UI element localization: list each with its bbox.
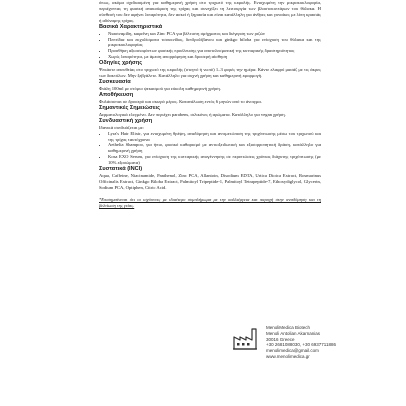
storage-paragraph: Φυλάσσεται σε δροσερό και σκιερό μέρος. Κατανάλωση εντός 6 μηνών από το άνοιγμα. [99, 98, 262, 104]
factory-icon [232, 325, 258, 351]
list-item: • Aethelia Shampoo, για ήπιο, φυσικό καθαρισμό με αντιοξειδωτική και εξισορροπητική δράση, κατάλληλο για καθημερινή χρήση [108, 142, 321, 154]
packaging-paragraph: Φιάλη 100ml με στόμιο ψεκασμού για εύκολη καθημερινή χρήση. [99, 85, 221, 91]
combined-use-intro: Ιδανικά συνδυάζεται με: [99, 124, 145, 130]
manufacturer-phone: +30 2681088030, +30 6937711886 [266, 342, 336, 348]
section-heading-usage: Οδηγίες χρήσης [99, 60, 143, 67]
list-item: • Kosa EXO Serum, για ενίσχυση της κυτταρικής αναγέννησης σε περιπτώσεις χρόνιας διάχυτης τριχόπτωσης (με 10% εξοσώματα) [108, 154, 321, 166]
section-heading-ingredients: Συστατικά (INCI) [99, 166, 143, 173]
manufacturer-address: Menoli Antolian Akarnanias [266, 330, 321, 336]
usage-paragraph: Ψεκάστε απευθείας στο τριχωτό της κεφαλής (στεγνό ή νωπό) 1–3 φορές την ημέρα. Κάντε ελαφρύ μασάζ με τις άκρες των δακτύλων. Μην ξεβγάλετε. Κατάλληλο για συχνή χρήση και καθημερινή εφαρμογή. [99, 67, 321, 79]
list-item: • Χωρίς λιπαρότητα, με άμεση απορρόφηση και δροσερή αίσθηση [108, 54, 321, 60]
section-heading-key-features: Βασικά Χαρακτηριστικά [99, 23, 163, 30]
footnote: *Επισημαίνεται ότι οι ισχύοντες με ιδιαίτερο συμπλήρωμα με την καλλιέργεια και παροχή στην αναδόμηση και τη βελτίωση της γείας. [99, 196, 321, 208]
list-item: • Lyra's Hair Elixir, για ενισχυμένη θρέψη, αναδόμηση και αντιμετώπιση της τριχόπτωσης μέσω του τριχωτού και της τρίχας ταυτόχρονα [108, 131, 321, 143]
key-features-list [99, 31, 321, 61]
list-item: • Προσθήκη αξιοσιοφόντων φυσικής προέλευσης για αποτελεσματική της κυτταρικής δραστηριότητας [108, 48, 321, 54]
section-heading-packaging: Συσκευασία [99, 78, 131, 85]
manufacturer-email: menolimedica@gmail.com [266, 348, 319, 354]
manufacturer-name: MenoliMedica Biotech [266, 325, 311, 330]
section-heading-combined-use: Συνδυαστική χρήση [99, 117, 153, 124]
product-description [99, 0, 321, 209]
list-item: • Νιασιναμίδη, καφεΐνη και Zinc PCA για βέλτιστη σμήχματος και διέγερση των ριζών [108, 31, 321, 37]
list-item: • Πεπτίδια και εκχυλίσματα τσουκνίδας, δενδρολίβανου και ginkgo biloba για ενίσχυση του θύλακα και της μικροκυκλοφορίας [108, 37, 321, 49]
manufacturer-website: www.menolimedica.gr [266, 353, 310, 359]
combined-use-list [99, 131, 321, 166]
section-heading-notes: Σημαντικές Σημειώσεις [99, 104, 160, 111]
manufacturer-block [232, 325, 402, 360]
intro-paragraph: όπως, ακόμα σχεδιασμένη για καθημερινή χρήση στο τριχωτό της κεφαλής. Ενισχυμένη την μικροκυκλοφορία, περιέχοντας τη φυσική ανακούφιση της τρίχας και συνεχίζει τη λειτουργία των βλαστοκυττάρων του θύλακα. Η σύνθεσή του δεν αφήνει λιπαρότητα, δεν ασκεί ή ξηρασία και είναι κατάλληλη για άνθρες και γυναίκες με λίπη κρασιάς ή αδύναμης τρίχας. [99, 0, 321, 23]
manufacturer-details [266, 325, 336, 360]
manufacturer-postcode: 30016 Greece [266, 336, 295, 342]
section-heading-storage: Αποθήκευση [99, 91, 134, 98]
ingredients-paragraph: Aqua, Caffeine, Niacinamide, Panthenol, Zinc PCA, Allantoin, Disodium EDTA, Urtica Dioica Extract, Rosmarinus Officinalis Extract, Ginkgo Biloba Extract, Palmitoyl Tripeptide-1, Palmitoyl Tetrapeptide-7, Ethoxydiglycol, Glycerin, Sodium PCA, Optiphen, Citric Acid. [99, 173, 321, 190]
notes-paragraph: Δερματολογικά ελεγμένο. Δεν περιέχει parabens, σιλικόνες ή αρώματα. Κατάλληλο για vegan χρήση. [99, 111, 286, 117]
